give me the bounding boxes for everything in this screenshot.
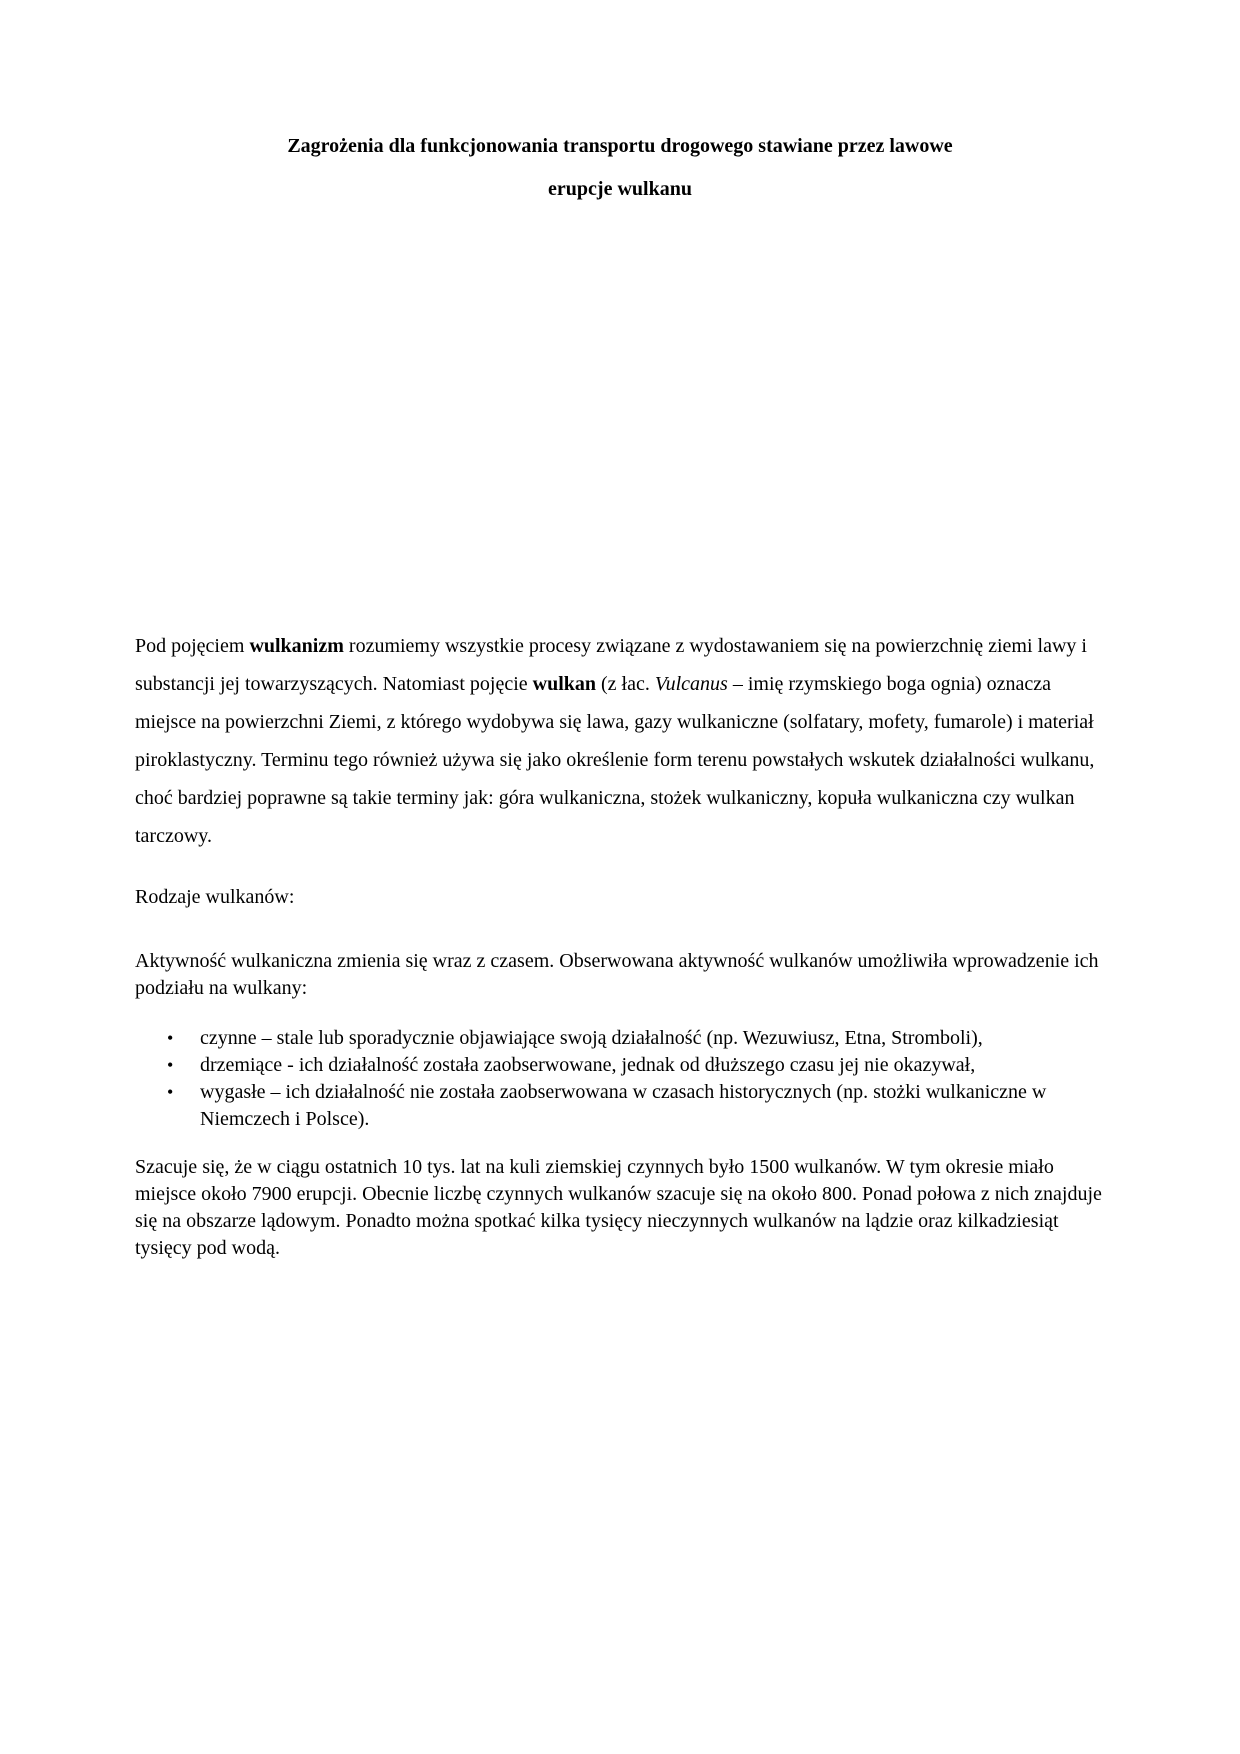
list-item: • drzemiące - ich działalność została zaobserwowane, jednak od dłuższego czasu jej nie okazywał, [135, 1052, 1105, 1079]
list-item: • czynne – stale lub sporadycznie objawiające swoją działalność (np. Wezuwiusz, Etna, Stromboli), [135, 1025, 1105, 1052]
section-heading: Rodzaje wulkanów: [135, 886, 295, 908]
text-run: (z łac. [596, 673, 655, 695]
summary-paragraph: Szacuje się, że w ciągu ostatnich 10 tys. lat na kuli ziemskiej czynnych było 1500 wulkanów. W tym okresie miało miejsce około 7900 erupcji. Obecnie liczbę czynnych wulkanów szacuje się na około 800. Ponad połowa z nich znajduje się na obszarze lądowym. Ponadto można spotkać kilka tysięcy nieczynnych wulkanów na lądzie oraz kilkadziesiąt tysięcy pod wodą. [135, 1156, 1102, 1259]
text-run: – imię rzymskiego boga ognia) oznacza miejsce na powierzchni Ziemi, z którego wydobywa się lawa, gazy wulkaniczne (solfatary, mofety, fumarole) i materiał piroklastyczny. Terminu tego również używa się jako określenie form terenu powstałych wskutek działalności wulkanu, choć bardziej poprawne są takie terminy jak: góra wulkaniczna, stożek wulkaniczny, kopuła wulkaniczna czy wulkan tarczowy. [135, 673, 1095, 847]
text-run: wulkan [532, 673, 597, 695]
document-title-line2: erupcje wulkanu [548, 178, 692, 200]
text-run: wulkanizm [249, 635, 344, 657]
list-item: • wygasłe – ich działalność nie została zaobserwowana w czasach historycznych (np. stożki wulkaniczne w Niemczech i Polsce). [135, 1079, 1105, 1133]
text-run: Pod pojęciem [135, 635, 250, 657]
activity-paragraph: Aktywność wulkaniczna zmienia się wraz z czasem. Obserwowana aktywność wulkanów umożliwiła wprowadzenie ich podziału na wulkany: [135, 950, 1099, 999]
volcano-types-list [135, 1025, 1105, 1133]
document-title-line1: Zagrożenia dla funkcjonowania transportu drogowego stawiane przez lawowe [287, 135, 953, 157]
text-run: rozumiemy wszystkie procesy związane z wydostawaniem się na powierzchnię ziemi lawy i substancji jej towarzyszących. Natomiast pojęcie [135, 635, 1087, 695]
intro-paragraph [135, 627, 1105, 855]
document-title [135, 125, 1105, 211]
text-run: Vulcanus [654, 673, 728, 695]
